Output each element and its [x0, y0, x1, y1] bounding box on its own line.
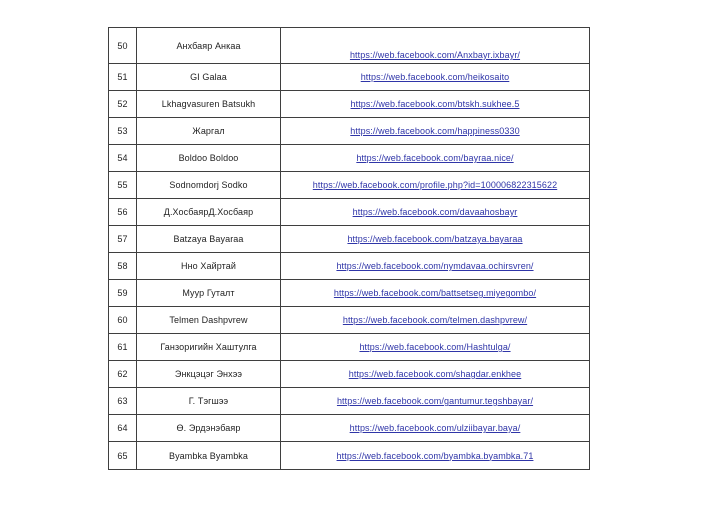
- row-number: 59: [109, 280, 137, 306]
- facebook-profile-link[interactable]: https://web.facebook.com/heikosaito: [360, 72, 510, 82]
- person-name: GI Galaa: [137, 64, 281, 90]
- row-number: 51: [109, 64, 137, 90]
- person-name: Энкцэцэг Энхээ: [137, 361, 281, 387]
- facebook-profile-link[interactable]: https://web.facebook.com/nymdavaa.ochirsvren/: [336, 261, 534, 271]
- facebook-profile-link[interactable]: https://web.facebook.com/ulziibayar.baya/: [349, 423, 521, 433]
- table-row: [109, 28, 589, 64]
- row-number: 52: [109, 91, 137, 117]
- row-number: 63: [109, 388, 137, 414]
- url-cell: [281, 415, 589, 441]
- person-name: Byambka Byambka: [137, 442, 281, 469]
- facebook-profile-link[interactable]: https://web.facebook.com/bayraa.nice/: [356, 153, 514, 163]
- row-number: 60: [109, 307, 137, 333]
- table-row: [109, 118, 589, 145]
- url-cell: [281, 64, 589, 90]
- facebook-profile-link[interactable]: https://web.facebook.com/telmen.dashpvrew/: [342, 315, 528, 325]
- facebook-profile-link[interactable]: https://web.facebook.com/batzaya.bayaraa: [347, 234, 523, 244]
- person-name: Ө. Эрдэнэбаяр: [137, 415, 281, 441]
- url-cell: [281, 91, 589, 117]
- facebook-profile-link[interactable]: https://web.facebook.com/happiness0330: [350, 126, 520, 136]
- facebook-table-body: [109, 28, 589, 469]
- facebook-profile-link[interactable]: https://web.facebook.com/btskh.sukhee.5: [350, 99, 520, 109]
- row-number: 64: [109, 415, 137, 441]
- table-row: [109, 64, 589, 91]
- table-row: [109, 307, 589, 334]
- facebook-profile-link[interactable]: https://web.facebook.com/Anxbayr.ixbayr/: [349, 50, 521, 60]
- table-row: [109, 145, 589, 172]
- row-number: 58: [109, 253, 137, 279]
- person-name: Г. Тэгшээ: [137, 388, 281, 414]
- person-name: Анхбаяр Анкаа: [137, 28, 281, 63]
- url-cell: [281, 118, 589, 144]
- url-cell: [281, 388, 589, 414]
- table-row: [109, 415, 589, 442]
- row-number: 57: [109, 226, 137, 252]
- row-number: 53: [109, 118, 137, 144]
- url-cell: [281, 253, 589, 279]
- url-cell: [281, 442, 589, 469]
- facebook-profiles-table: [108, 27, 590, 470]
- row-number: 55: [109, 172, 137, 198]
- person-name: Telmen Dashpvrew: [137, 307, 281, 333]
- row-number: 54: [109, 145, 137, 171]
- table-row: [109, 361, 589, 388]
- row-number: 62: [109, 361, 137, 387]
- url-cell: [281, 334, 589, 360]
- url-cell: [281, 199, 589, 225]
- person-name: Жаргал: [137, 118, 281, 144]
- table-row: [109, 334, 589, 361]
- url-cell: [281, 28, 589, 63]
- url-cell: [281, 145, 589, 171]
- person-name: Sodnomdorj Sodko: [137, 172, 281, 198]
- url-cell: [281, 172, 589, 198]
- row-number: 65: [109, 442, 137, 469]
- url-cell: [281, 226, 589, 252]
- person-name: Нно Хайртай: [137, 253, 281, 279]
- facebook-profile-link[interactable]: https://web.facebook.com/davaahosbayr: [352, 207, 518, 217]
- table-row: [109, 91, 589, 118]
- facebook-profile-link[interactable]: https://web.facebook.com/byambka.byambka.71: [336, 450, 534, 461]
- facebook-profile-link[interactable]: https://web.facebook.com/shagdar.enkhee: [348, 369, 522, 379]
- table-row: [109, 388, 589, 415]
- table-row: [109, 172, 589, 199]
- url-cell: [281, 361, 589, 387]
- facebook-profile-link[interactable]: https://web.facebook.com/Hashtulga/: [359, 342, 511, 352]
- table-row: [109, 226, 589, 253]
- person-name: Д.ХосбаярД.Хосбаяр: [137, 199, 281, 225]
- person-name: Муур Гуталт: [137, 280, 281, 306]
- person-name: Boldoo Boldoo: [137, 145, 281, 171]
- person-name: Ганзоригийн Хаштулга: [137, 334, 281, 360]
- url-cell: [281, 307, 589, 333]
- table-row: [109, 280, 589, 307]
- table-row: [109, 442, 589, 469]
- facebook-profile-link[interactable]: https://web.facebook.com/gantumur.tegshbayar/: [336, 396, 534, 406]
- url-cell: [281, 280, 589, 306]
- table-row: [109, 199, 589, 226]
- person-name: Lkhagvasuren Batsukh: [137, 91, 281, 117]
- row-number: 56: [109, 199, 137, 225]
- facebook-profile-link[interactable]: https://web.facebook.com/battsetseg.miyegombo/: [333, 288, 537, 298]
- row-number: 50: [109, 28, 137, 63]
- person-name: Batzaya Bayaraa: [137, 226, 281, 252]
- row-number: 61: [109, 334, 137, 360]
- table-row: [109, 253, 589, 280]
- facebook-profile-link[interactable]: https://web.facebook.com/profile.php?id=100006822315622: [312, 180, 558, 190]
